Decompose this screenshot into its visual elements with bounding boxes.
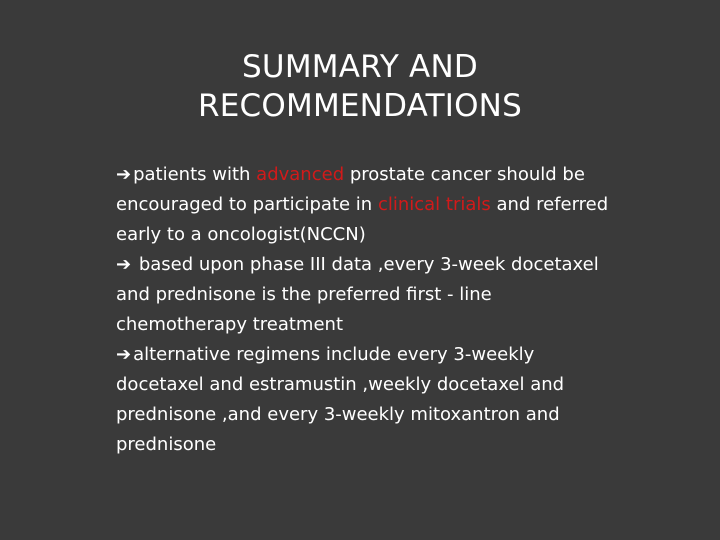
bullet-3-text: alternative regimens include every 3-weekly docetaxel and estramustin ,weekly docetaxel and prednisone ,and every 3-weekly mitoxantron and prednisone bbox=[116, 344, 565, 455]
title-line-2: RECOMMENDATIONS bbox=[198, 88, 522, 124]
bullet-item-2 bbox=[116, 250, 616, 340]
title-line-1: SUMMARY AND bbox=[242, 49, 478, 85]
bullet-2-text: based upon phase III data ,every 3-week docetaxel and prednisone is the preferred first - line chemotherapy treatment bbox=[116, 254, 599, 335]
arrow-bullet-icon: ➔ bbox=[116, 254, 132, 275]
bullet-item-3 bbox=[116, 340, 616, 460]
arrow-bullet-icon: ➔ bbox=[116, 164, 132, 185]
bullet-list bbox=[116, 160, 616, 460]
arrow-bullet-icon: ➔ bbox=[116, 344, 132, 365]
bullet-1-text-a: patients with bbox=[133, 164, 257, 185]
bullet-1-text-c: and referred early to a oncologist(NCCN) bbox=[116, 194, 609, 245]
highlight-clinical-trials: clinical trials bbox=[377, 194, 491, 215]
slide-title bbox=[60, 48, 660, 126]
bullet-1-text-b: prostate cancer should be encouraged to participate in bbox=[116, 164, 585, 215]
highlight-advanced: advanced bbox=[256, 164, 345, 185]
bullet-item-1 bbox=[116, 160, 616, 250]
